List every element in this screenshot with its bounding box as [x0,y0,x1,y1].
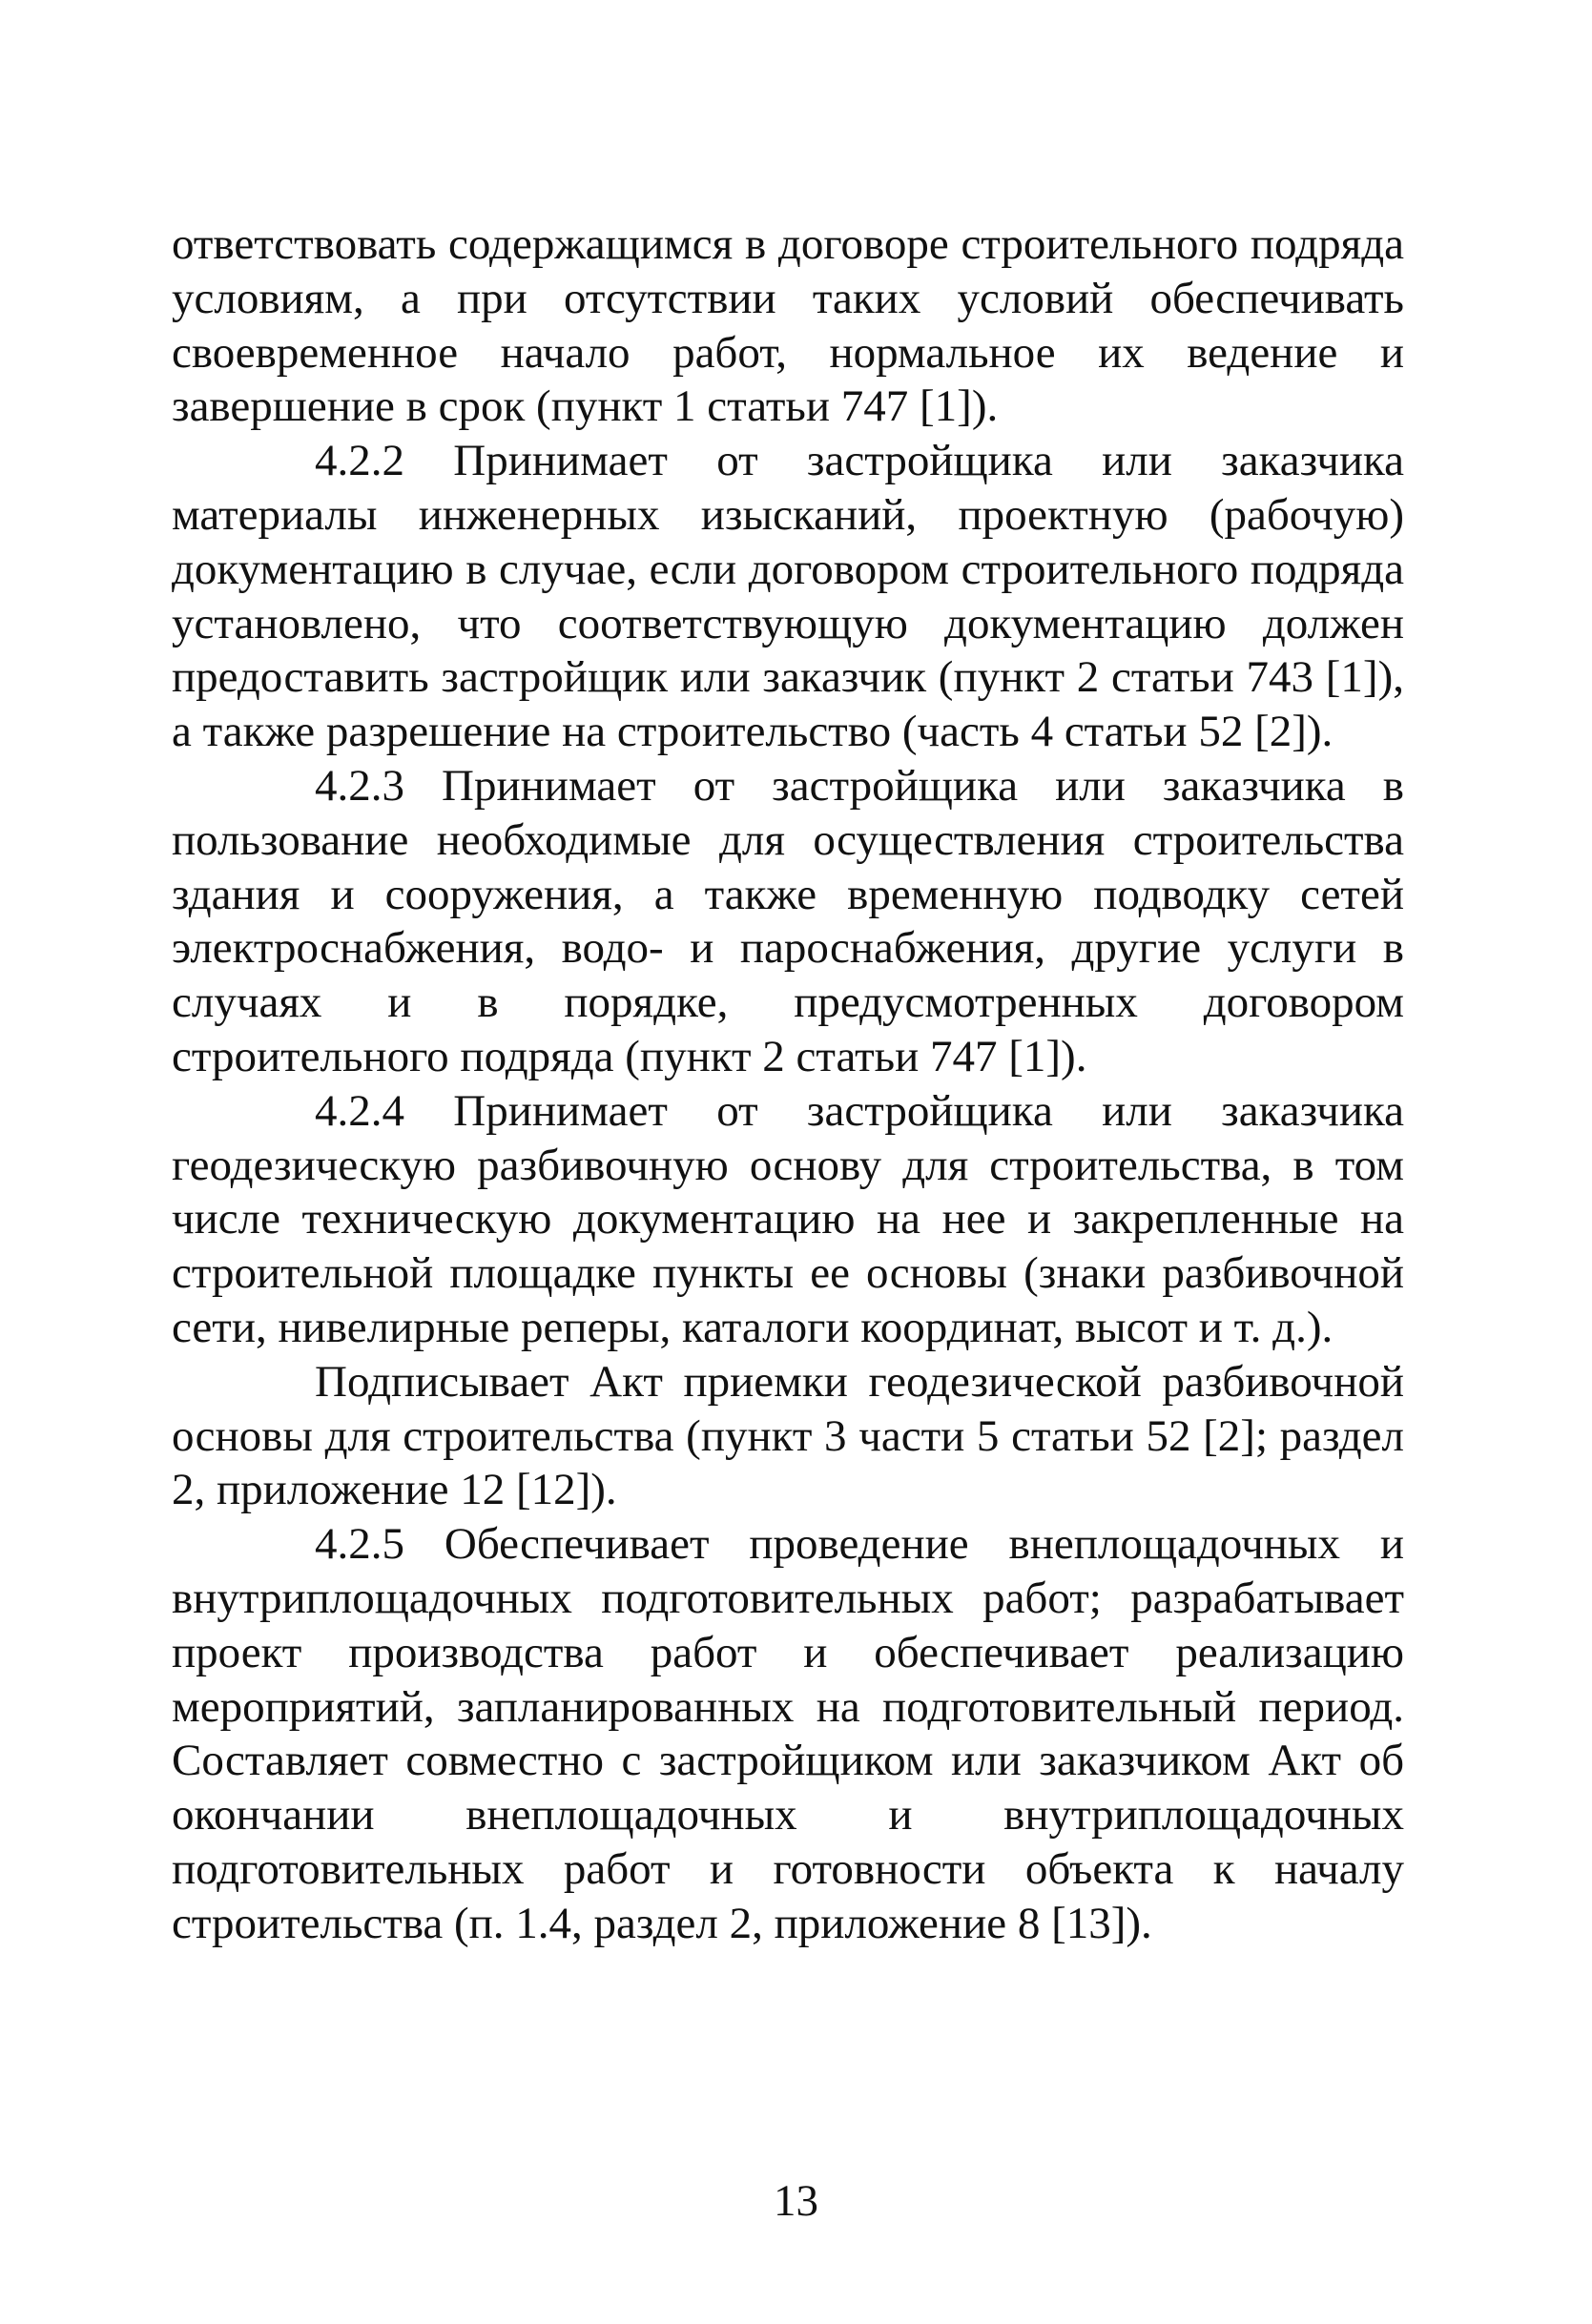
paragraph-4-2-3: 4.2.3 Принимает от застройщика или заказчика в пользование необходимые для осуществления строительства здания и сооружения, а также временную подводку сетей электроснабжения, водо- и пароснабжения, другие услуги в случаях и в порядке, предусмотренных договором строительного подряда (пункт 2 статьи 747 [1]). [172,760,1404,1081]
page-number: 13 [774,2176,818,2226]
paragraph-continuation: ответствовать содержащимся в договоре строительного подряда условиям, а при отсутствии таких условий обеспечивать своевременное начало работ, нормальное их ведение и завершение в срок (пункт 1 статьи 747 [1]). [172,219,1404,432]
paragraph-4-2-4: 4.2.4 Принимает от застройщика или заказчика геодезическую разбивочную основу для строительства, в том числе техническую документацию на нее и закрепленные на строительной площадке пункты ее основы (знаки разбивочной сети, нивелирные реперы, каталоги координат, высот и т. д.). [172,1085,1404,1352]
paragraph-act-signing: Подписывает Акт приемки геодезической разбивочной основы для строительства (пункт 3 части 5 статьи 52 [2]; раздел 2, приложение 12 [12]). [172,1356,1404,1515]
document-body [172,217,1404,1951]
paragraph-4-2-2: 4.2.2 Принимает от застройщика или заказчика материалы инженерных изысканий, проектную (рабочую) документацию в случае, если договором строительного подряда установлено, что соответствующую документацию должен предоставить застройщик или заказчик (пункт 2 статьи 743 [1]), а также разрешение на строительство (часть 4 статьи 52 [2]). [172,436,1404,757]
paragraph-4-2-5: 4.2.5 Обеспечивает проведение внеплощадочных и внутриплощадочных подготовительных работ; разрабатывает проект производства работ и обеспечивает реализацию мероприятий, запланированных на подготовительный период. Составляет совместно с застройщиком или заказчиком Акт об окончании внеплощадочных и внутриплощадочных подготовительных работ и готовности объекта к началу строительства (п. 1.4, раздел 2, приложение 8 [13]). [172,1519,1404,1948]
